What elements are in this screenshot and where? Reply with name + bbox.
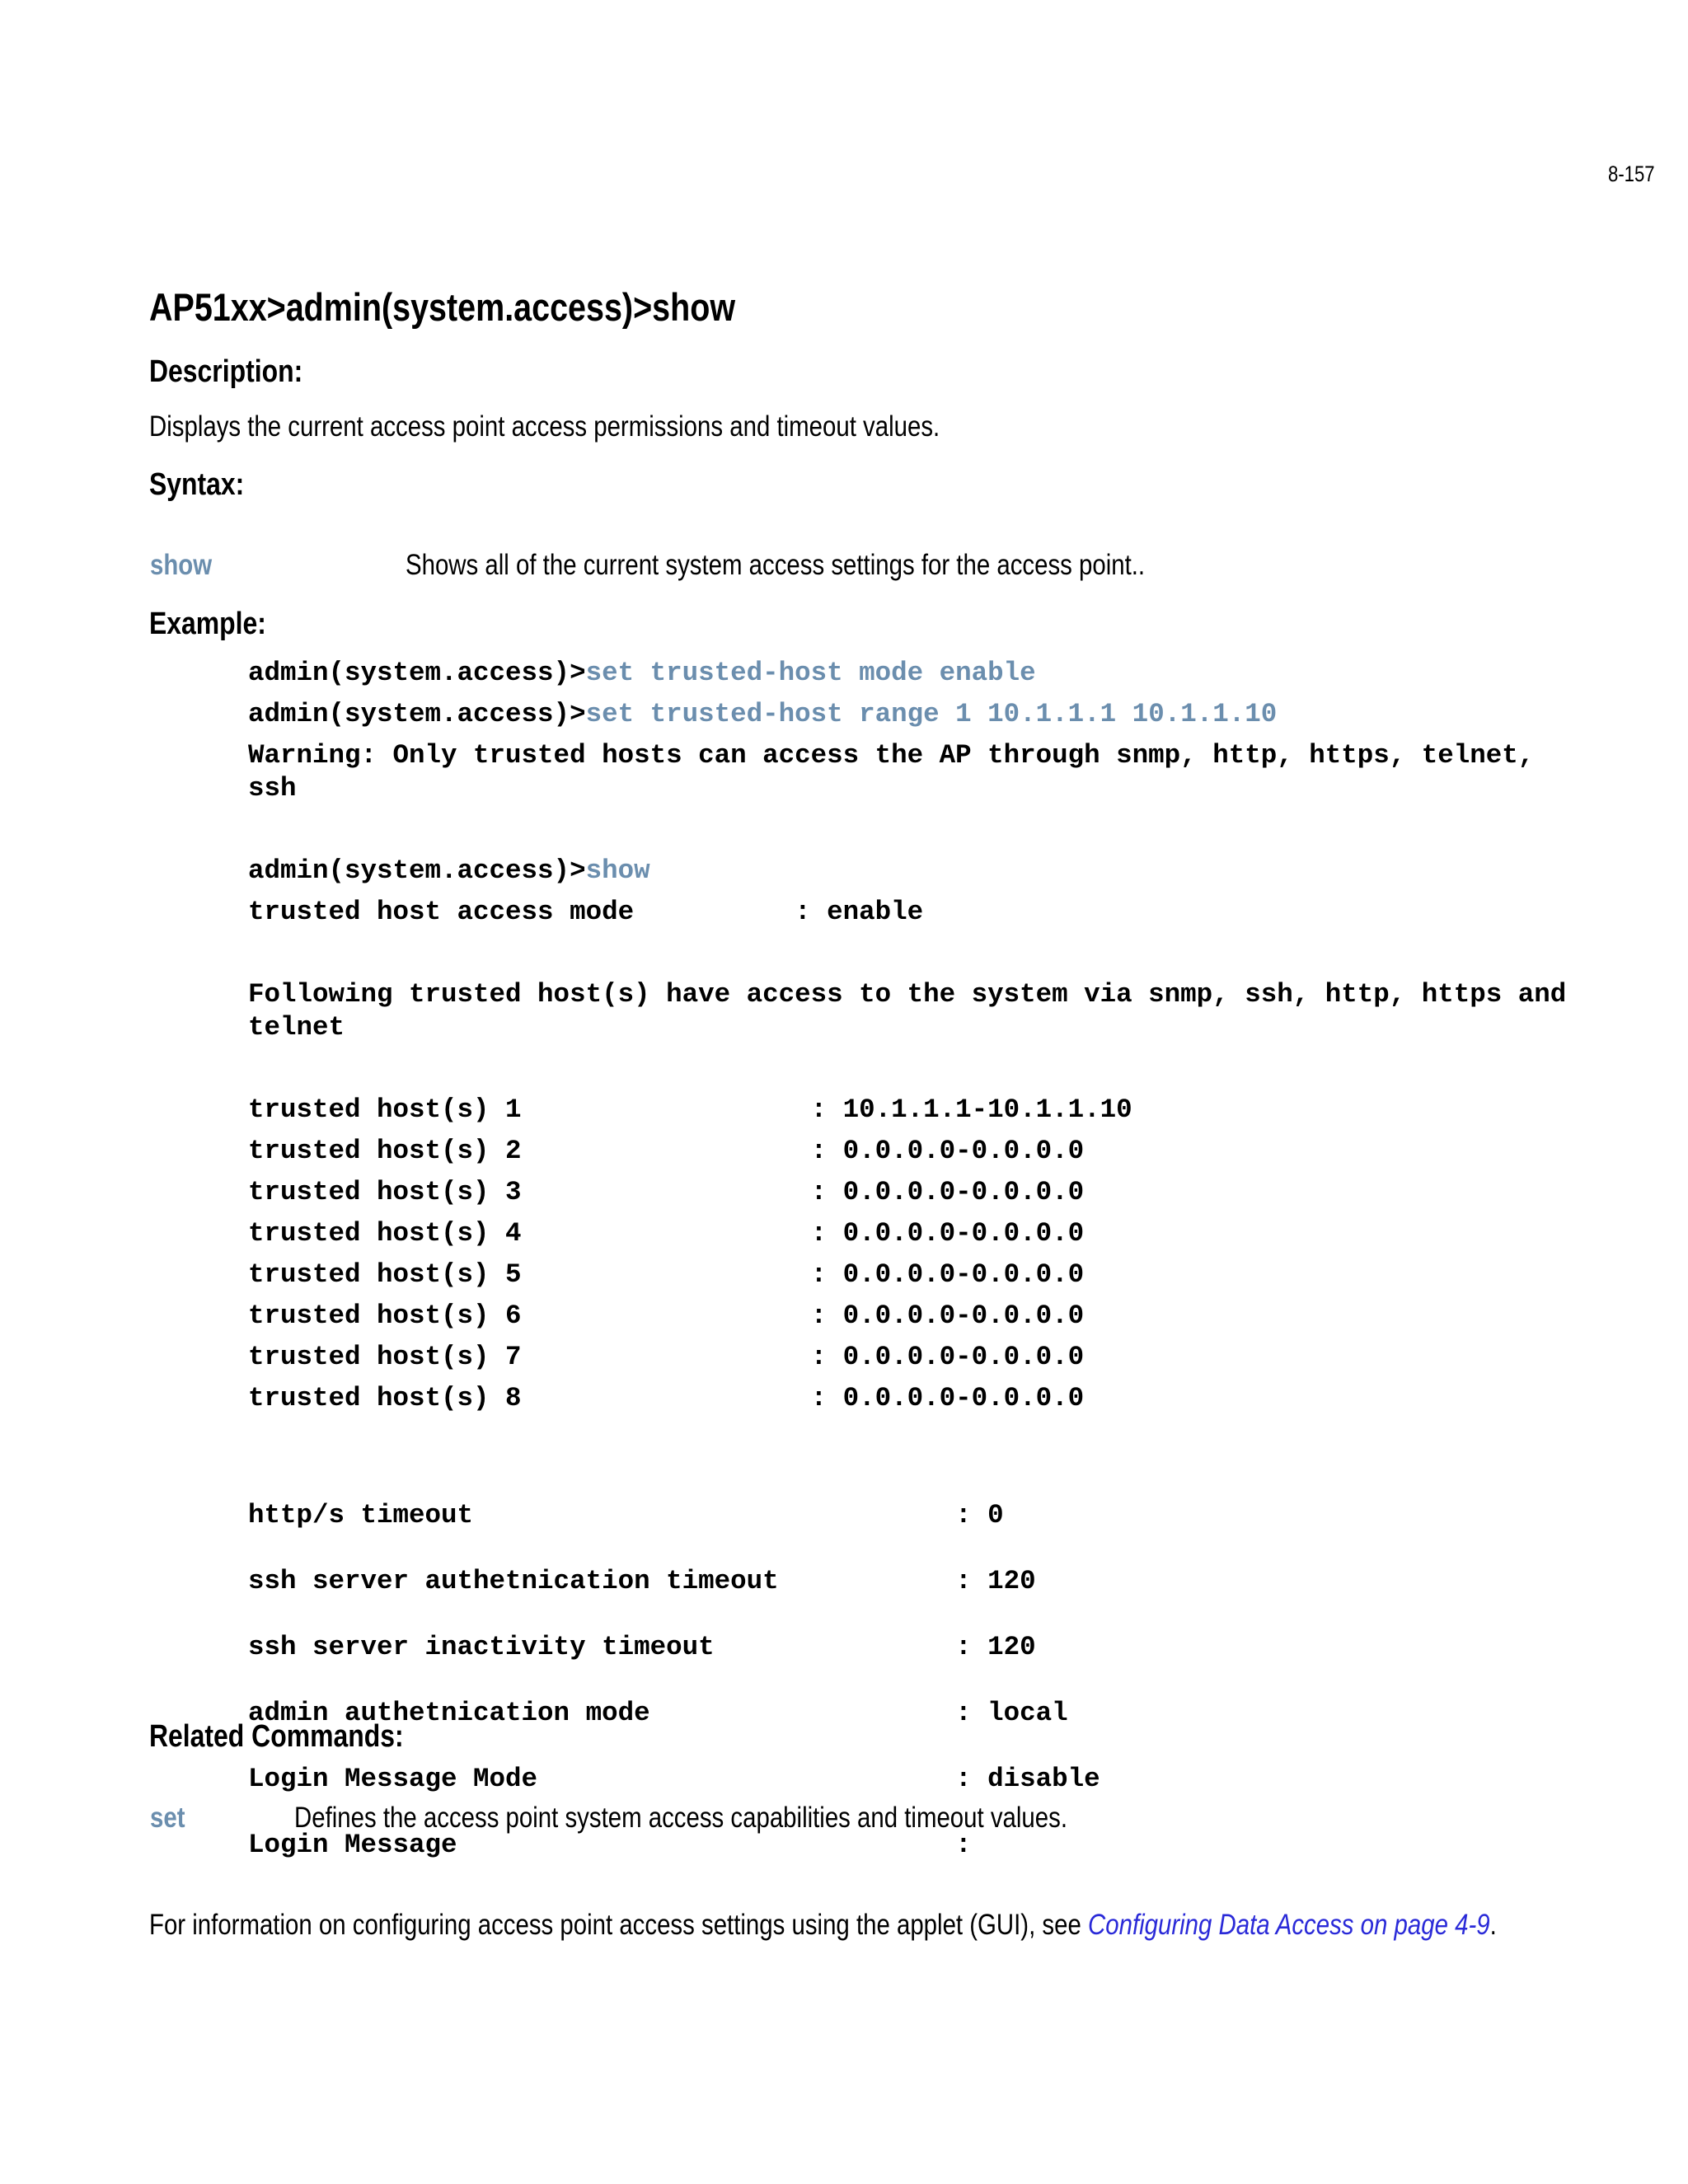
related-commands-heading: Related Commands: — [149, 1719, 404, 1754]
code-line-show: admin(system.access)>show — [248, 855, 650, 886]
code-setting-login-message-mode: Login Message Mode : disable — [248, 1764, 1100, 1794]
code-access-mode: trusted host access mode : enable — [248, 897, 924, 927]
code-setting-http-timeout: http/s timeout : 0 — [248, 1500, 1004, 1530]
related-command-set: set — [150, 1802, 185, 1834]
description-text: Displays the current access point access permissions and timeout values. — [149, 410, 940, 443]
code-setting-admin-auth-mode: admin authetnication mode : local — [248, 1698, 1068, 1728]
footer-note: For information on configuring access point access settings using the applet (GUI), see Configuring Data Access on page 4-9. — [149, 1909, 1497, 1941]
code-trusted-host-7: trusted host(s) 7 : 0.0.0.0-0.0.0.0 — [248, 1342, 1085, 1372]
page-title: AP51xx>admin(system.access)>show — [149, 285, 736, 329]
description-heading: Description: — [149, 354, 303, 389]
code-trusted-host-8: trusted host(s) 8 : 0.0.0.0-0.0.0.0 — [248, 1383, 1085, 1413]
related-command-description: Defines the access point system access capabilities and timeout values. — [294, 1802, 1068, 1834]
code-setting-login-message: Login Message : — [248, 1830, 972, 1860]
example-heading: Example: — [149, 607, 266, 641]
code-line-set-mode: admin(system.access)>set trusted-host mode enable — [248, 658, 1036, 688]
code-setting-ssh-auth-timeout: ssh server authetnication timeout : 120 — [248, 1566, 1036, 1596]
code-trusted-host-1: trusted host(s) 1 : 10.1.1.1-10.1.1.10 — [248, 1094, 1132, 1125]
syntax-command: show — [150, 549, 213, 581]
code-trusted-host-5: trusted host(s) 5 : 0.0.0.0-0.0.0.0 — [248, 1259, 1085, 1290]
code-trusted-host-4: trusted host(s) 4 : 0.0.0.0-0.0.0.0 — [248, 1218, 1085, 1249]
code-following: Following trusted host(s) have access to the system via snmp, ssh, http, https and telnet — [248, 979, 1567, 1043]
code-trusted-host-2: trusted host(s) 2 : 0.0.0.0-0.0.0.0 — [248, 1136, 1085, 1166]
syntax-heading: Syntax: — [149, 467, 245, 502]
code-trusted-host-3: trusted host(s) 3 : 0.0.0.0-0.0.0.0 — [248, 1177, 1085, 1207]
code-setting-ssh-inactivity-timeout: ssh server inactivity timeout : 120 — [248, 1632, 1036, 1662]
page-number: 8-157 — [1608, 162, 1655, 186]
code-warning: Warning: Only trusted hosts can access the AP through snmp, http, https, telnet, ssh — [248, 740, 1535, 804]
code-line-set-range: admin(system.access)>set trusted-host range 1 10.1.1.1 10.1.1.10 — [248, 699, 1278, 729]
syntax-description: Shows all of the current system access settings for the access point.. — [406, 549, 1146, 581]
code-trusted-host-6: trusted host(s) 6 : 0.0.0.0-0.0.0.0 — [248, 1301, 1085, 1331]
configuring-data-access-link[interactable]: Configuring Data Access on page 4-9 — [1088, 1909, 1490, 1941]
